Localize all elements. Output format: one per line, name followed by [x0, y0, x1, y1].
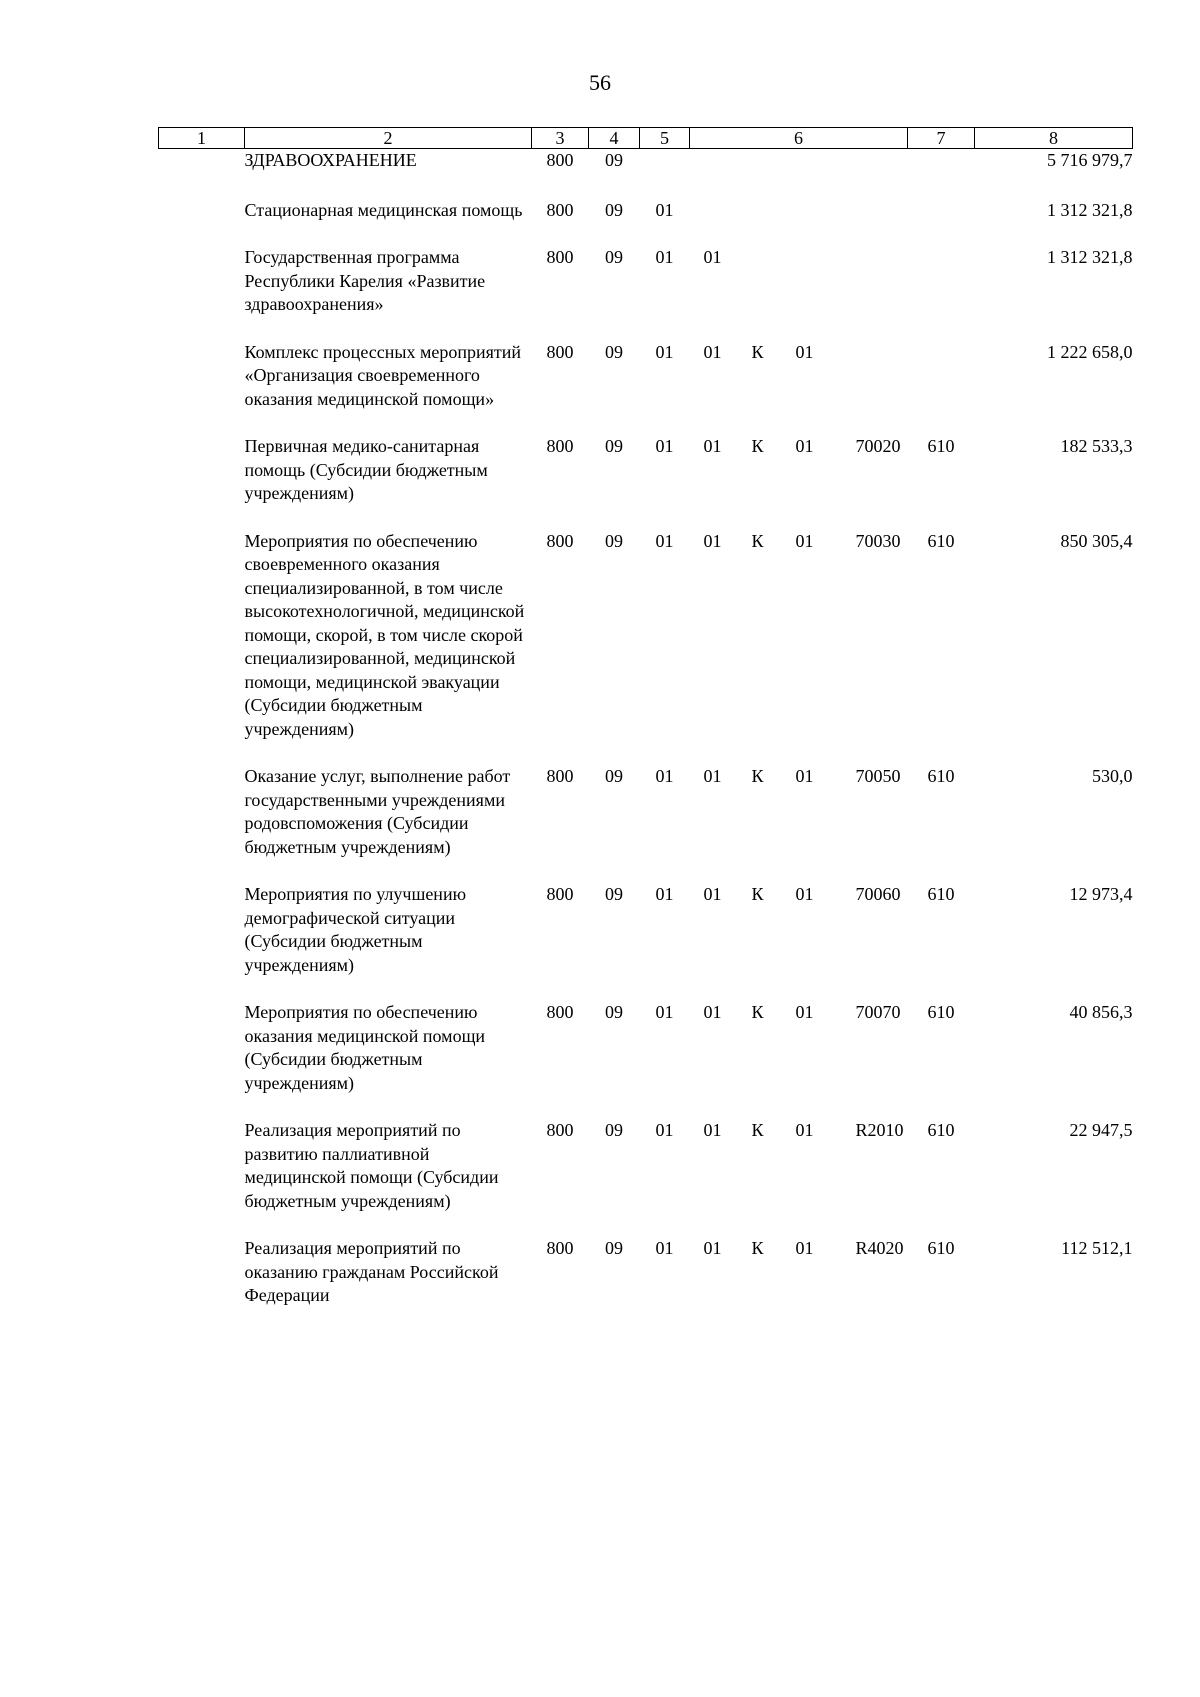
target-article-code — [690, 1237, 908, 1308]
expense-type-code: 610 — [927, 884, 955, 904]
column-header: 6 — [690, 128, 908, 149]
empty-cell — [159, 883, 245, 1001]
code-section: 09 — [605, 1238, 623, 1258]
expense-type-code — [908, 246, 975, 341]
table-row — [159, 530, 1133, 766]
target-article-code — [690, 1001, 908, 1119]
target-article-part: R4020 — [855, 1238, 904, 1258]
column-header: 5 — [640, 128, 690, 149]
empty-cell — [159, 341, 245, 436]
empty-cell — [159, 1237, 245, 1308]
amount: 40 856,3 — [1069, 1002, 1133, 1022]
table-row — [159, 1237, 1133, 1308]
code-ministry: 800 — [546, 884, 574, 904]
code-subsection: 01 — [655, 436, 674, 456]
amount: 1 222 658,0 — [1047, 341, 1133, 362]
target-article-part: 01 — [795, 1238, 814, 1258]
code-ministry: 800 — [546, 436, 574, 456]
target-article-part: R2010 — [855, 1120, 904, 1140]
target-article-part: 70070 — [855, 1002, 901, 1022]
expense-type-code: 610 — [927, 530, 955, 551]
code-ministry: 800 — [546, 766, 574, 786]
empty-cell — [159, 1001, 245, 1119]
target-article-code — [690, 341, 908, 436]
target-article-part: 01 — [795, 341, 814, 362]
code-subsection: 01 — [655, 1120, 674, 1140]
code-ministry: 800 — [546, 1120, 574, 1140]
target-article-part: К — [751, 1002, 764, 1022]
expense-type-code: 610 — [927, 1120, 955, 1140]
row-name: Реализация мероприятий по оказанию гражданам Российской Федерации — [244, 1238, 499, 1305]
column-number-header — [159, 128, 1133, 149]
code-section: 09 — [605, 884, 623, 904]
expense-type-code: 610 — [927, 1238, 955, 1258]
row-name: Стационарная медицинская помощь — [244, 199, 523, 220]
page-number: 56 — [589, 70, 611, 95]
target-article-part: 01 — [795, 530, 814, 551]
target-article-part: 01 — [795, 1120, 814, 1140]
code-subsection: 01 — [655, 530, 674, 551]
target-article-part: К — [751, 1238, 764, 1258]
table-row — [159, 435, 1133, 530]
amount: 5 716 979,7 — [1047, 150, 1133, 170]
column-header: 2 — [245, 128, 532, 149]
target-article-code — [690, 530, 908, 766]
table-row — [159, 199, 1133, 247]
code-section: 09 — [605, 766, 623, 786]
target-article-part: К — [751, 766, 764, 786]
target-article-part: К — [751, 436, 764, 456]
row-name: Первичная медико-санитарная помощь (Субсидии бюджетным учреждениям) — [244, 436, 488, 503]
target-article-part: 01 — [795, 766, 814, 786]
row-name: Мероприятия по обеспечению своевременного оказания специализированной, в том числе высокотехнологичной, медицинской помощи, скорой, в том числе скорой специализированной, медицинской помощи, медицинской эвакуации (Субсидии бюджетным учреждениям) — [244, 530, 525, 739]
code-ministry: 800 — [546, 341, 574, 362]
row-name: Государственная программа Республики Карелия «Развитие здравоохранения» — [244, 247, 486, 314]
target-article-code — [690, 149, 908, 199]
table-body — [159, 149, 1133, 1308]
target-article-part: 01 — [795, 436, 814, 456]
expense-type-code: 610 — [927, 1002, 955, 1022]
target-article-part: 01 — [703, 1002, 722, 1022]
code-section: 09 — [605, 150, 623, 170]
empty-cell — [159, 149, 245, 199]
code-ministry: 800 — [546, 530, 574, 551]
code-subsection: 01 — [655, 247, 674, 267]
expense-type-code — [908, 149, 975, 199]
target-article-part: 01 — [703, 766, 722, 786]
row-name: Оказание услуг, выполнение работ государственными учреждениями родовспоможения (Субсидии бюджетным учреждениям) — [244, 766, 511, 857]
expense-type-code: 610 — [927, 436, 955, 456]
code-section: 09 — [605, 1120, 623, 1140]
target-article-part: 70060 — [855, 884, 901, 904]
column-header: 1 — [159, 128, 245, 149]
code-subsection: 01 — [655, 1238, 674, 1258]
column-header: 4 — [589, 128, 640, 149]
target-article-part: К — [751, 341, 764, 362]
target-article-part: 01 — [703, 1120, 722, 1140]
target-article-part: К — [751, 1120, 764, 1140]
empty-cell — [159, 1119, 245, 1237]
column-header: 3 — [532, 128, 589, 149]
target-article-part: 01 — [703, 436, 722, 456]
target-article-code — [690, 199, 908, 247]
row-name: Комплекс процессных мероприятий «Организация своевременного оказания медицинской помощи» — [244, 341, 522, 409]
target-article-part: 70050 — [855, 766, 901, 786]
code-section: 09 — [605, 436, 623, 456]
target-article-part: 01 — [795, 1002, 814, 1022]
amount: 12 973,4 — [1069, 884, 1133, 904]
amount: 22 947,5 — [1069, 1120, 1133, 1140]
target-article-part: 01 — [703, 884, 722, 904]
table-row — [159, 246, 1133, 341]
table-row — [159, 1001, 1133, 1119]
target-article-part: 01 — [703, 341, 722, 362]
row-name: Мероприятия по улучшению демографической ситуации (Субсидии бюджетным учреждениям) — [244, 884, 467, 975]
target-article-part: К — [751, 530, 764, 551]
code-ministry: 800 — [546, 150, 574, 170]
code-subsection: 01 — [655, 1002, 674, 1022]
target-article-part: 70030 — [855, 530, 901, 551]
code-subsection — [640, 149, 690, 199]
code-ministry: 800 — [546, 1002, 574, 1022]
empty-cell — [159, 199, 245, 247]
table-row — [159, 765, 1133, 883]
empty-cell — [159, 765, 245, 883]
target-article-part: 70020 — [855, 436, 901, 456]
table-row — [159, 1119, 1133, 1237]
code-section: 09 — [605, 247, 623, 267]
expense-type-code — [908, 199, 975, 247]
target-article-code — [690, 246, 908, 341]
target-article-part: 01 — [703, 1238, 722, 1258]
row-name: Мероприятия по обеспечению оказания медицинской помощи (Субсидии бюджетным учреждениям) — [244, 1002, 486, 1093]
amount: 1 312 321,8 — [1047, 199, 1133, 220]
target-article-code — [690, 435, 908, 530]
empty-cell — [159, 435, 245, 530]
amount: 850 305,4 — [1060, 530, 1133, 551]
amount: 530,0 — [1092, 766, 1133, 786]
code-ministry: 800 — [546, 199, 574, 220]
code-subsection: 01 — [655, 766, 674, 786]
amount: 112 512,1 — [1061, 1238, 1133, 1258]
row-name: Реализация мероприятий по развитию паллиативной медицинской помощи (Субсидии бюджетным учреждениям) — [244, 1120, 499, 1211]
column-header: 8 — [975, 128, 1133, 149]
code-section: 09 — [605, 1002, 623, 1022]
amount: 182 533,3 — [1060, 436, 1133, 456]
code-section: 09 — [605, 341, 623, 362]
column-header: 7 — [908, 128, 975, 149]
code-subsection: 01 — [655, 199, 674, 220]
table-row — [159, 341, 1133, 436]
target-article-code — [690, 883, 908, 1001]
code-ministry: 800 — [546, 247, 574, 267]
empty-cell — [159, 530, 245, 766]
code-section: 09 — [605, 199, 623, 220]
target-article-code — [690, 765, 908, 883]
target-article-part: К — [751, 884, 764, 904]
code-ministry: 800 — [546, 1238, 574, 1258]
row-name: ЗДРАВООХРАНЕНИЕ — [244, 150, 417, 170]
code-subsection: 01 — [655, 341, 674, 362]
budget-table — [158, 127, 1133, 1308]
target-article-part: 01 — [703, 247, 722, 267]
empty-cell — [159, 246, 245, 341]
target-article-part: 01 — [703, 530, 722, 551]
code-subsection: 01 — [655, 884, 674, 904]
target-article-part: 01 — [795, 884, 814, 904]
target-article-code — [690, 1119, 908, 1237]
table-row — [159, 883, 1133, 1001]
amount: 1 312 321,8 — [1047, 247, 1133, 267]
table-row — [159, 149, 1133, 199]
expense-type-code: 610 — [927, 766, 955, 786]
code-section: 09 — [605, 530, 623, 551]
expense-type-code — [908, 341, 975, 436]
